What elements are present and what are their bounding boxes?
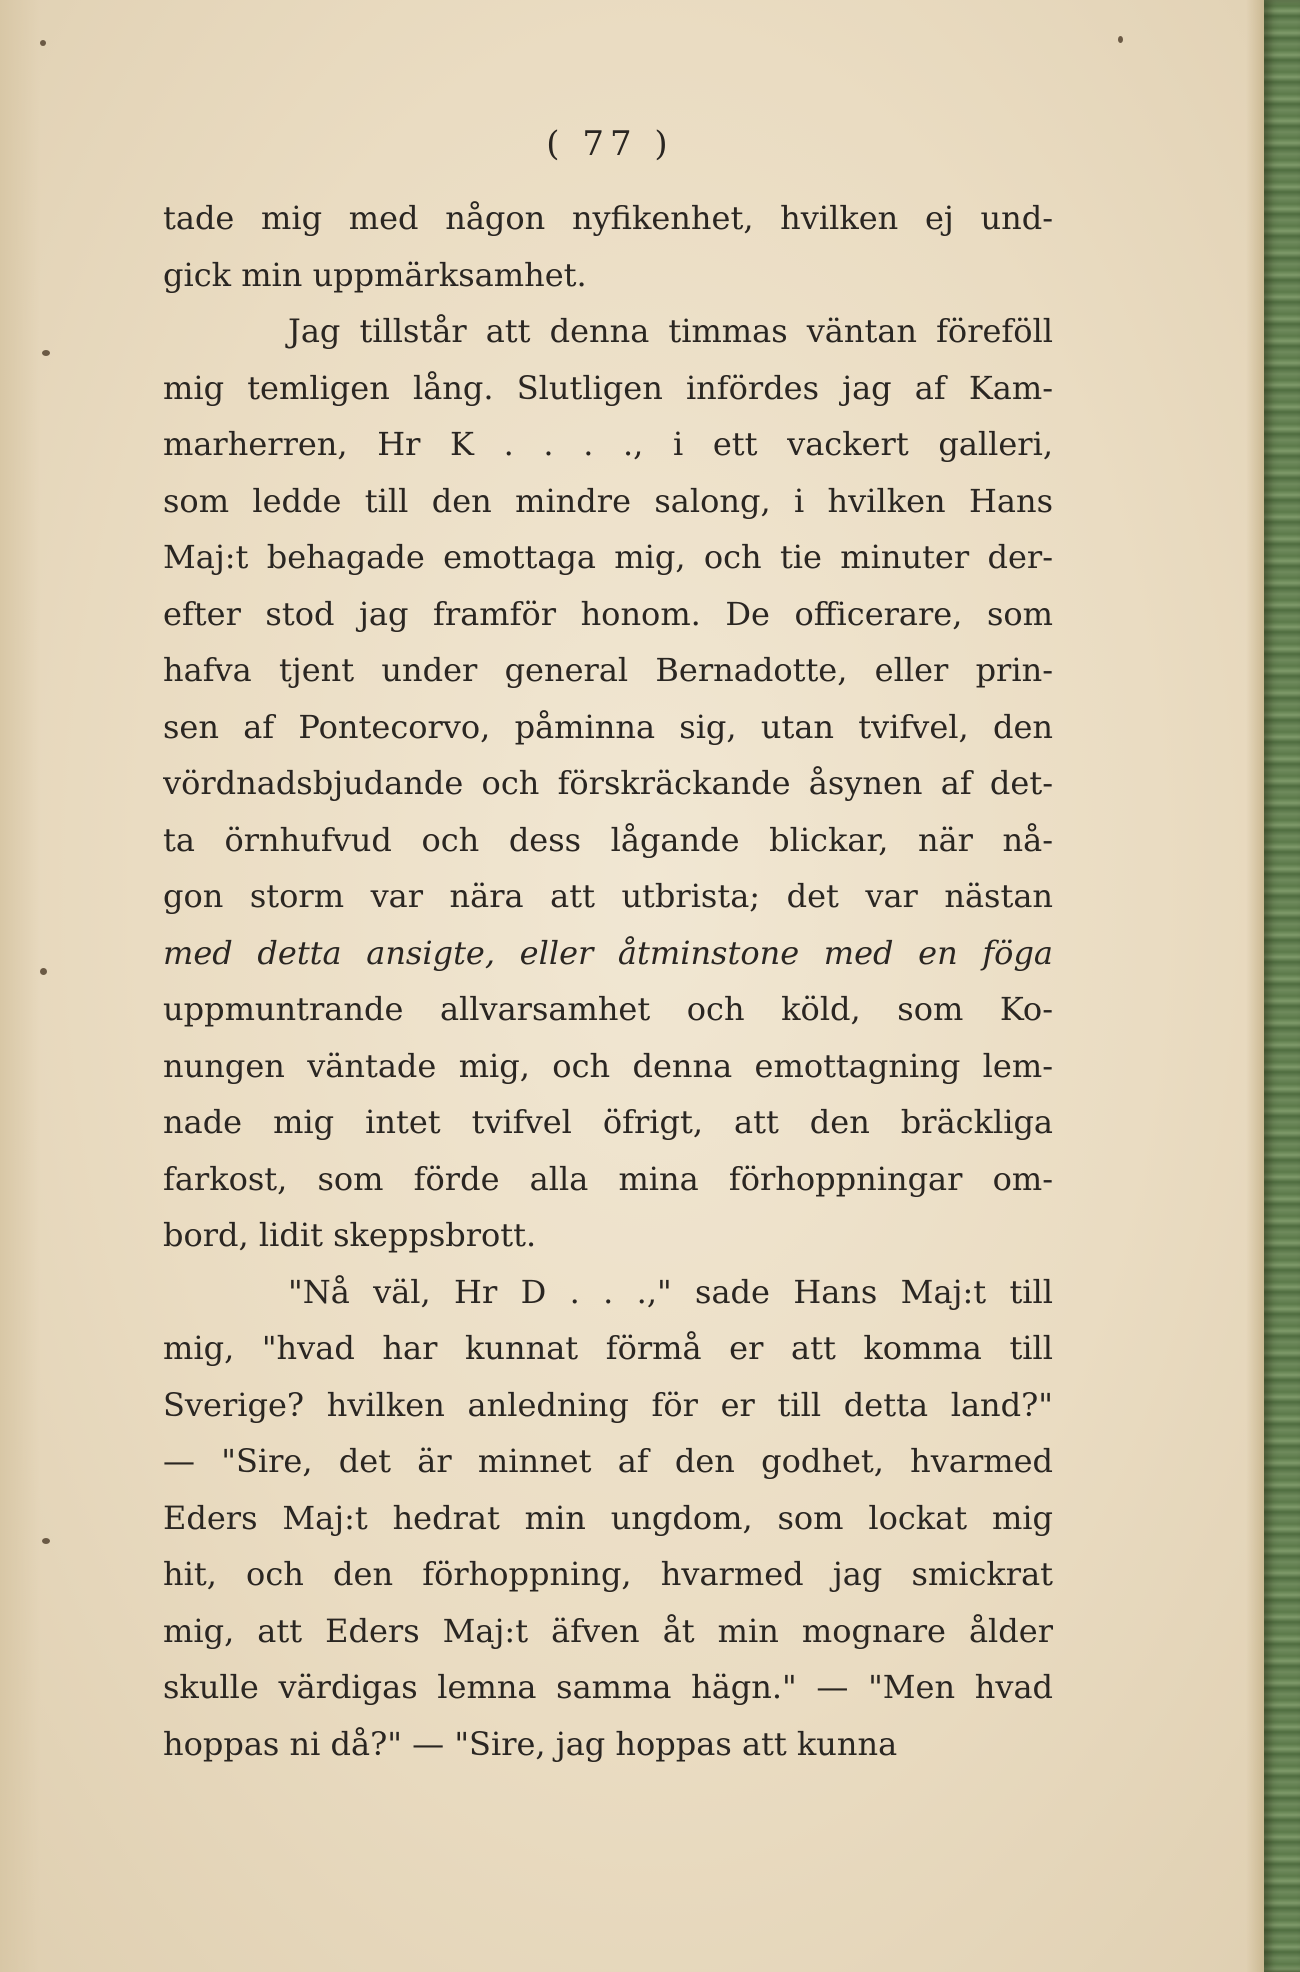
text-line-21: mig, "hvad har kunnat förmå er att komma till [163, 1329, 1053, 1367]
text-line-19: bord, lidit skeppsbrott. [163, 1216, 537, 1254]
text-line-6: som ledde till den mindre salong, i hvilken Hans [163, 481, 1053, 520]
text-line-26: mig, att Eders Maj:t äfven åt min mognare ålder [163, 1611, 1053, 1650]
body-text [163, 190, 1053, 1772]
text-line-24: Eders Maj:t hedrat min ungdom, som lockat mig [163, 1498, 1053, 1537]
text-line-15: uppmuntrande allvarsamhet och köld, som Ko- [163, 990, 1053, 1028]
paper-speck [42, 350, 50, 356]
text-line-23: — "Sire, det är minnet af den godhet, hvarmed [163, 1442, 1053, 1480]
text-line-2: gick min uppmärksamhet. [163, 255, 587, 294]
text-line-20: "Nå väl, Hr D . . .," sade Hans Maj:t till [288, 1272, 1053, 1311]
text-line-10: sen af Pontecorvo, påminna sig, utan tvifvel, den [163, 707, 1053, 746]
text-line-11: vördnadsbjudande och förskräckande åsynen af det- [163, 764, 1053, 802]
text-line-27: skulle värdigas lemna samma hägn." — "Men hvad [163, 1668, 1053, 1706]
text-line-3: Jag tillstår att denna timmas väntan föreföll [288, 312, 1053, 350]
text-line-9: hafva tjent under general Bernadotte, eller prin- [163, 651, 1053, 689]
text-line-13: gon storm var nära att utbrista; det var nästan [163, 877, 1053, 915]
binding-edge [1264, 0, 1300, 1972]
paper-speck [42, 1538, 50, 1544]
text-line-12: ta örnhufvud och dess lågande blickar, när nå- [163, 820, 1053, 859]
paper-speck [40, 40, 46, 46]
paper-speck [40, 968, 47, 975]
text-line-16: nungen väntade mig, och denna emottagning lem- [163, 1046, 1053, 1085]
text-line-1: tade mig med någon nyfikenhet, hvilken ej und- [163, 199, 1053, 237]
left-gutter-shade [0, 0, 40, 1972]
text-line-14: med detta ansigte, eller åtminstone med en föga [163, 933, 1053, 972]
text-line-17: nade mig intet tvifvel öfrigt, att den bräckliga [163, 1103, 1053, 1141]
right-edge-shade [1246, 0, 1264, 1972]
paper-speck [1118, 36, 1123, 43]
text-line-7: Maj:t behagade emottaga mig, och tie minuter der- [163, 538, 1053, 576]
page-number: ( 77 ) [546, 124, 674, 164]
text-line-4: mig temligen lång. Slutligen infördes jag af Kam- [163, 368, 1053, 407]
text-line-22: Sverige? hvilken anledning för er till detta land?" [163, 1385, 1053, 1424]
text-line-5: marherren, Hr K . . . ., i ett vackert galleri, [163, 425, 1053, 463]
text-line-18: farkost, som förde alla mina förhoppningar om- [163, 1159, 1053, 1198]
text-line-28: hoppas ni då?" — "Sire, jag hoppas att kunna [163, 1724, 898, 1763]
text-line-25: hit, och den förhoppning, hvarmed jag smickrat [163, 1555, 1053, 1593]
text-line-8: efter stod jag framför honom. De officerare, som [163, 594, 1053, 633]
